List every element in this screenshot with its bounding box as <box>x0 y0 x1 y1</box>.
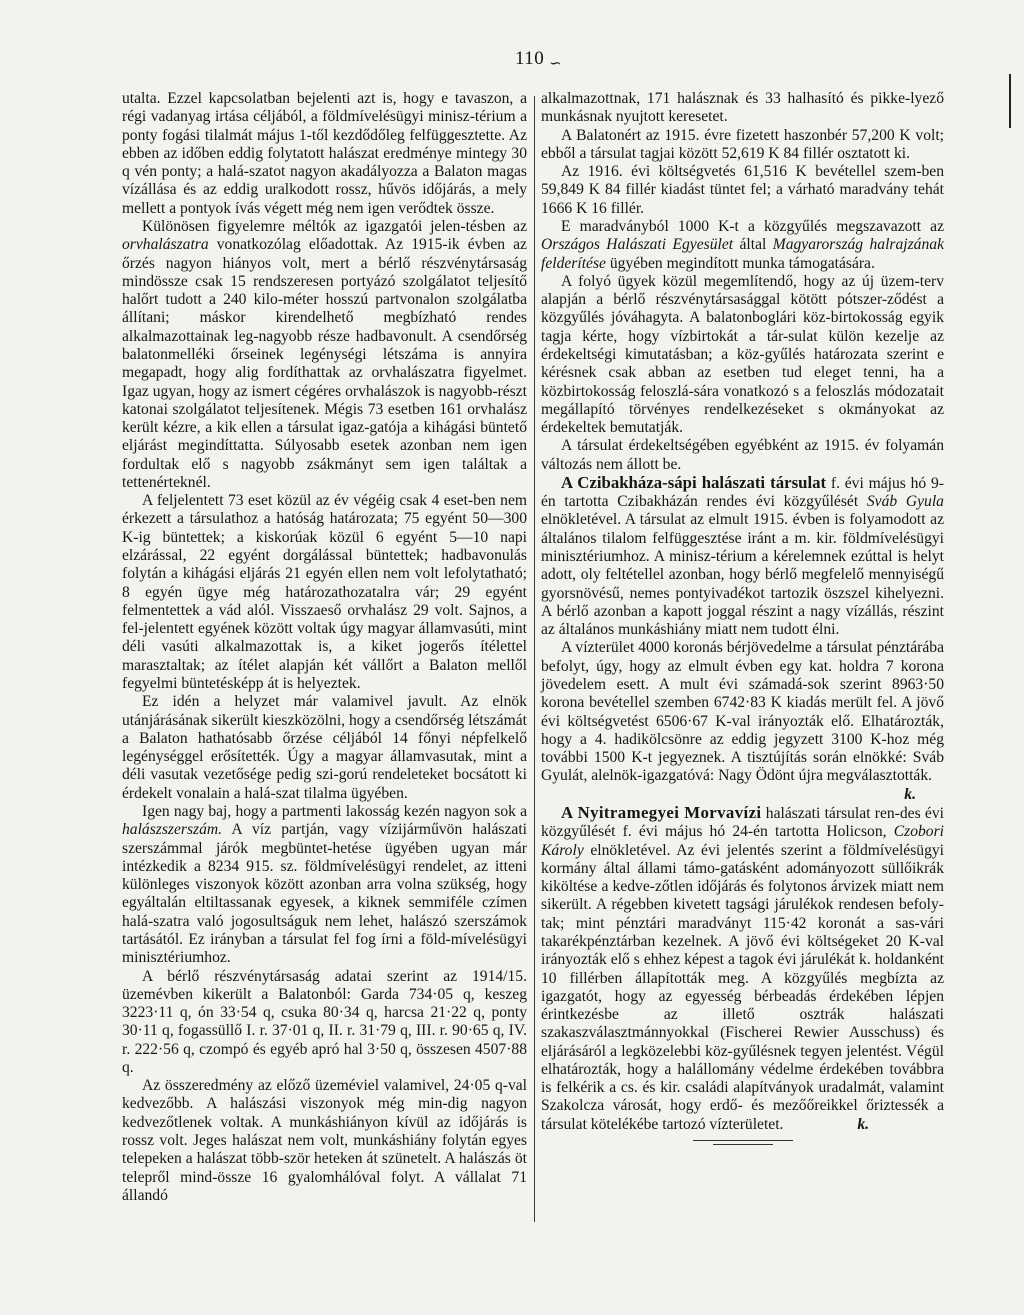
rule-line <box>713 1144 773 1145</box>
text-run: által <box>739 236 767 254</box>
paragraph: A Balatonért az 1915. évre fizetett haszonbér 57,200 K volt; ebből a társulat tagjai között 52,619 K 84 fillér osztatott ki. <box>541 126 944 162</box>
closing-rule <box>541 1140 944 1145</box>
italic-term: Országos Halászati Egyesület <box>541 236 734 254</box>
section-heading: A Nyitramegyei Morvavízi <box>561 802 762 822</box>
paragraph: Az összeredmény az előző üzeméviel valamivel, 24·05 q-val kedvezőbb. A halászási viszonyok még min-dig nagyon kedvezőtlenek voltak. A munkáshiányon kívül az időjárás is rossz volt. Jeges halászat nem volt, munkáshiány folytán egyes telepeken a halászat több-ször heteken át szünetelt. A halászás öt telepről mind-össze 16 gyalomhálóval folyt. A vállalat 71 állandó <box>122 1077 527 1204</box>
text-run: vonatkozólag előadottak. Az 1915-ik évben az őrzés nagyon hiányos volt, mert a bérlő részvénytársaság mindössze csak 15 rendszeresen portyázó szolgálatot teljesítő halőrt tudott a 240 kilo-méter hosszú partvonalon szolgálatba állítani; máskor kirendelhető megbízható rendes alkalmazottainak leg-nagyobb része hadbavonult. A csendőrség balatonmelléki őrseinek legénységi létszáma is annyira megapadt, hogy alig fordíthattak az orvhalászatra figyelmet. Igaz ugyan, hogy az ismert cégéres orvhalászok is nagyobb-részt katonai szolgálatot teljesítenek. Mégis 73 esetben 161 orvhalász került kézre, a kik ellen a társulat igaz-gatója a kihágási büntető eljárást megindíttatta. Súlyosabb esetek azonban nem igen fordultak elő s nagyobb zsákmányt sem igen találtak a tettenérteknél. <box>122 236 527 491</box>
paragraph <box>541 804 944 1134</box>
italic-term: Sváb Gyula <box>866 493 944 511</box>
text-run: E maradványból 1000 K-t a közgyűlés megszavazott az <box>561 217 944 235</box>
paragraph: Ez idén a helyzet már valamivel javult. Az elnök utánjárásának sikerült kieszközölni, hogy a csendőrség létszámát a Balaton hathatósabb őrzése céljából 14 főnyi népfelkelő legénységgel erősítették. Úgy a magyar államvasutak, mint a déli vasutak vezetősége pedig szi-gorú rendeleteket bocsátott ki érdekelt vonalain a halá-szat tilalma ügyében. <box>122 693 527 802</box>
right-column <box>541 90 944 1145</box>
paragraph: utalta. Ezzel kapcsolatban bejelenti azt is, hogy e tavaszon, a régi vadanyag irtása céljából, a földmívelésügyi minisz-térium a ponty fogási tilalmát május 1-től kezdődőleg felfüggesztette. Az ebben az időben eddig folytatott halászat eredménye mintegy 30 q vén ponty; a halá-szatot nagyon akadályozza a Balaton magas vízállása és az eddig uralkodott rossz, hűvös időjárás, a mely mellett a pontyok ívás végett még nem igen verődtek össze. <box>122 90 527 217</box>
signature: k. <box>857 1115 870 1133</box>
text-run: A víz partján, vagy vízijárművön halászati szerszámmal járók megbüntet-hetése ügyében ugyan már intézkedik a 8234 915. sz. földmívelésügyi rendelet, az itteni különleges viszonyok között azonban arra volna szükség, hogy egyáltalán eltiltassanak egyesek, a kiknek semmiféle czímen halá-szatra való jogosultságuk nem lehet, halászó szerszámok tartásától. Ez irányban a társulat fel fog írni a föld-mívelésügyi minisztériumhoz. <box>122 821 527 967</box>
paragraph: A bérlő részvénytársaság adatai szerint az 1914/15. üzemévben kikerült a Balatonból: Garda 734·05 q, keszeg 3223·11 q, ón 33·54 q, csuka 80·34 q, harcsa 21·22 q, ponty 30·11 q, fogassüllő I. r. 37·01 q, II. r. 31·79 q, III. r. 90·65 q, IV. r. 222·56 q, czompó és egyéb apró hal 3·50 q, összesen 4507·88 q. <box>122 967 527 1076</box>
edge-mark <box>1009 74 1011 128</box>
signature: k. <box>904 785 916 803</box>
paragraph: Az 1916. évi költségvetés 61,516 K bevétellel szem-ben 59,849 K 84 fillér kiadást tüntet fel; a várható maradvány tehát 1666 K 16 fillér. <box>541 163 944 217</box>
paragraph <box>122 803 527 968</box>
ornament-icon: ∽ <box>549 56 562 72</box>
italic-term: orvhalászatra <box>122 236 209 254</box>
text-run: elnökletével. Az évi jelentés szerint a földmívelésügyi kormány által állami támo-gatásként adományozott süllőikrák kiköltése a kedve-zőtlen időjárás és folytonos árvizek miatt nem sikerült. A régebben kivetett tagsági járulékok rendesen befoly-tak; mint pénztári maradványt 115·42 koronát a sas-vári takarékpénztárban kezelnek. A jövő évi költségeket 20 K-val irányozták elő s ehhez képest a tagok évi járulékát k. holdanként 10 fillérben állapították meg. A közgyűlés megbízta az igazgatót, hogy az egyesség bérbeadás érdekében lépjen érintkezésbe az illető osztrák halászati szakaszválasztmánnyokkal (Fischerei Rewier Ausschuss) és eljárásáról a legközelebbi köz-gyűlésnek tegyen jelentést. Végül elhatározták, hogy a halállomány védelme érdekében továbbra is felkérik a cs. és kir. családi alapítványok uradalmát, valamint Szakolcza városát, hogy erdő- és mezőőreikkel őriztessék a társulat kötelékébe tartozó vízterületet. <box>541 841 944 1133</box>
paragraph: A feljelentett 73 eset közül az év végéig csak 4 eset-ben nem érkezett a társulathoz a hatóság határozata; 75 egyént 50—300 K-ig büntettek; a kiskorúak közül 6 egyént 5—10 napi elzárással, 22 egyént dorgálással büntettek; hadbavonulás folytán a kihágási eljárás 21 egyén ellen nem volt lefolytatható; 8 egyén ügye még határozathozatalra vár; 29 egyént felmentettek a vád alól. Visszaeső orvhalász 29 volt. Sajnos, a fel-jelentett egyének között voltak úgy magyar államvasúti, mint déli vasúti alkalmazottak is, a kiket jogerős ítélettel marasztaltak; az ítélet alapján két vállőrt a Balaton mellől fegyelmi büntetésképp át is helyeztek. <box>122 492 527 692</box>
italic-term: halászszerszám. <box>122 821 223 839</box>
paragraph: A vízterület 4000 koronás bérjövedelme a társulat pénztárába befolyt, úgy, hogy az elmult évben egy kat. holdra 7 korona jövedelem esett. A mult évi számadá-sok szerint 8963·50 korona bevétellel szemben 6742·83 K kiadás merült fel. A jövő évi költségvetést 6506·67 K-val irányozták elő. Elhatározták, hogy a 4. hadikölcsönre az eddig jegyzett 3100 K-hoz még további 1500 K-t jegyeznek. A tisztújítás során elnökké: Sváb Gyulát, alelnök-igazgatóvá: Nagy Ödönt újra megválasztották. <box>541 639 944 785</box>
paragraph <box>541 474 944 640</box>
paragraph: A folyó ügyek közül megemlítendő, hogy az új üzem-terv alapján a bérlő részvénytársasággal kötött pótszer-ződést a közgyűlés jóváhagyta. A balatonboglári köz-birtokosság egyik tagja kérte, hogy vízbirtokát a tár-sulat külön kezelje az érdekeltségi kimutatásban; a köz-gyűlés határozata szerint e kérésnek csak abban az esetben tud eleget tenni, ha a közbirtokosság feloszlá-sára vonatkozó s a feloszlás módozatait megállapító törvényes rendelkezéseket s okmányokat az érdekeltek bemutatják. <box>541 272 944 437</box>
text-run: f. évi május hó 9-én tartotta Czibakházán rendes évi közgyűlését <box>541 474 944 511</box>
left-column <box>122 90 527 1205</box>
column-divider <box>534 96 535 1222</box>
text-run: Igen nagy baj, hogy a partmenti lakosság kezén nagyon sok a <box>142 802 527 820</box>
italic-term: Magyarország halrajzának felderítése <box>541 236 944 272</box>
section-heading: A Czibakháza-sápi halászati társulat <box>561 472 827 492</box>
paragraph: A társulat érdekeltségében egyébként az 1915. év folyamán változás nem állott be. <box>541 437 944 473</box>
text-run: Különösen figyelemre méltók az igazgatói jelen-tésben az <box>142 217 527 235</box>
paragraph <box>541 218 944 273</box>
page-number: 110 <box>515 48 545 69</box>
text-run: ügyében megindított munka támogatására. <box>609 254 875 272</box>
paragraph: alkalmazottnak, 171 halásznak és 33 halhasító és pikke-lyező munkásnak nyujtott keresetet. <box>541 90 944 126</box>
italic-term: Czobori Károly <box>541 823 944 859</box>
text-run: halászati társulat ren-des évi közgyűlését f. évi május hó 24-én tartotta Holicson, <box>541 804 944 841</box>
text-run: elnökletével. A társulat az elmult 1915. évben is folyamodott az általános tilalom felfüggesztése iránt a m. kir. földmívelésügyi minisztériumhoz. A minisz-térium a kérelemnek ezúttal is helyt adott, oly feltétellel azonban, hogy bérlő megfelelő mennyiségű gyorsnövésű, nemes pontyivadékot tartozik öszszel kihelyezni. A bérlő azonban a kapott joggal részint a nagy vízállás, részint az általános munkáshiány miatt nem tudott élni. <box>541 511 944 639</box>
rule-line <box>693 1140 793 1141</box>
paragraph <box>122 218 527 492</box>
page-header <box>0 46 1024 74</box>
